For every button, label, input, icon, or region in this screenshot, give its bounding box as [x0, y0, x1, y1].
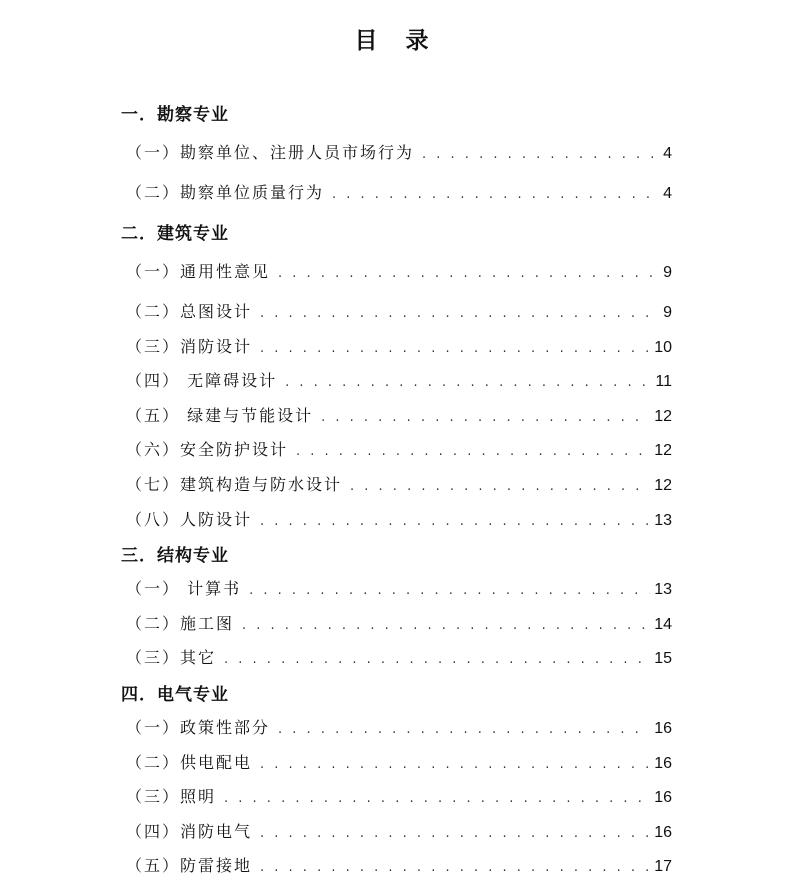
toc-entry-page: 16 [654, 824, 672, 841]
toc-entry-page: 11 [655, 373, 672, 390]
toc-entry[interactable] [0, 611, 793, 641]
toc-entry-label: （二）施工图 [126, 614, 235, 633]
dot-leader [278, 722, 650, 737]
toc-entry[interactable] [0, 334, 793, 364]
toc-entry[interactable] [0, 853, 793, 883]
toc-section-heading[interactable] [0, 680, 793, 710]
toc-entry-label: （五） 绿建与节能设计 [126, 406, 314, 425]
toc-entry-label: （一） 计算书 [126, 579, 242, 598]
dot-leader [296, 444, 650, 459]
dot-leader [278, 266, 659, 281]
toc-entry-page: 16 [654, 720, 672, 737]
toc-entry[interactable] [0, 180, 793, 210]
toc-entry-label: （四）消防电气 [126, 822, 253, 841]
toc-entry-label: （一）政策性部分 [126, 718, 271, 737]
dot-leader [332, 187, 659, 202]
toc-entry[interactable] [0, 437, 793, 467]
toc-entry[interactable] [0, 750, 793, 780]
dot-leader [260, 514, 650, 529]
toc-entry[interactable] [0, 819, 793, 849]
dot-leader [260, 826, 650, 841]
toc-entry-label: （三）其它 [126, 648, 217, 667]
dot-leader [224, 791, 650, 806]
toc-entry-label: （六）安全防护设计 [126, 440, 289, 459]
section-heading-electrical: 四．电气专业 [121, 685, 229, 705]
toc-entry-page: 16 [654, 789, 672, 806]
toc-entry[interactable] [0, 715, 793, 745]
dot-leader [321, 410, 650, 425]
toc-entry-label: （三）消防设计 [126, 337, 253, 356]
page-title: 目 录 [354, 28, 439, 54]
toc-entry-page: 9 [663, 264, 672, 281]
toc-entry-label: （四） 无障碍设计 [126, 371, 278, 390]
toc-entry-page: 15 [654, 650, 672, 667]
toc-section-heading[interactable] [0, 100, 793, 130]
toc-entry[interactable] [0, 645, 793, 675]
toc-entry-label: （二）勘察单位质量行为 [126, 183, 325, 202]
toc-entry-label: （一）通用性意见 [126, 262, 271, 281]
dot-leader [422, 147, 659, 162]
dot-leader [224, 652, 650, 667]
dot-leader [260, 341, 650, 356]
toc-entry[interactable] [0, 259, 793, 289]
toc-entry-label: （五）防雷接地 [126, 856, 253, 875]
toc-entry[interactable] [0, 299, 793, 329]
toc-entry-label: （八）人防设计 [126, 510, 253, 529]
toc-section-heading[interactable] [0, 541, 793, 571]
toc-entry-label: （七）建筑构造与防水设计 [126, 475, 343, 494]
toc-entry[interactable] [0, 507, 793, 537]
toc-entry[interactable] [0, 784, 793, 814]
toc-entry-page: 13 [654, 581, 672, 598]
toc-entry-label: （二）总图设计 [126, 302, 253, 321]
dot-leader [350, 479, 650, 494]
toc-entry-label: （一）勘察单位、注册人员市场行为 [126, 143, 415, 162]
toc-entry[interactable] [0, 472, 793, 502]
toc-entry-page: 14 [654, 616, 672, 633]
dot-leader [260, 306, 659, 321]
toc-entry[interactable] [0, 140, 793, 170]
toc-entry-label: （二）供电配电 [126, 753, 253, 772]
toc-entry-page: 10 [654, 339, 672, 356]
toc-entry-label: （三）照明 [126, 787, 217, 806]
toc-entry[interactable] [0, 368, 793, 398]
section-heading-structure: 三．结构专业 [121, 546, 229, 566]
toc-entry-page: 12 [654, 408, 672, 425]
toc-section-heading[interactable] [0, 219, 793, 249]
toc-entry-page: 4 [663, 185, 672, 202]
toc-entry-page: 16 [654, 755, 672, 772]
toc-entry-page: 4 [663, 145, 672, 162]
toc-entry-page: 12 [654, 442, 672, 459]
toc-entry-page: 12 [654, 477, 672, 494]
section-heading-survey: 一．勘察专业 [121, 105, 229, 125]
dot-leader [249, 583, 650, 598]
toc-entry-page: 9 [663, 304, 672, 321]
toc-entry-page: 13 [654, 512, 672, 529]
section-heading-architecture: 二．建筑专业 [121, 224, 229, 244]
toc-entry[interactable] [0, 576, 793, 606]
toc-entry[interactable] [0, 403, 793, 433]
dot-leader [242, 618, 650, 633]
dot-leader [260, 860, 650, 875]
dot-leader [260, 757, 650, 772]
dot-leader [285, 375, 651, 390]
toc-entry-page: 17 [654, 858, 672, 875]
